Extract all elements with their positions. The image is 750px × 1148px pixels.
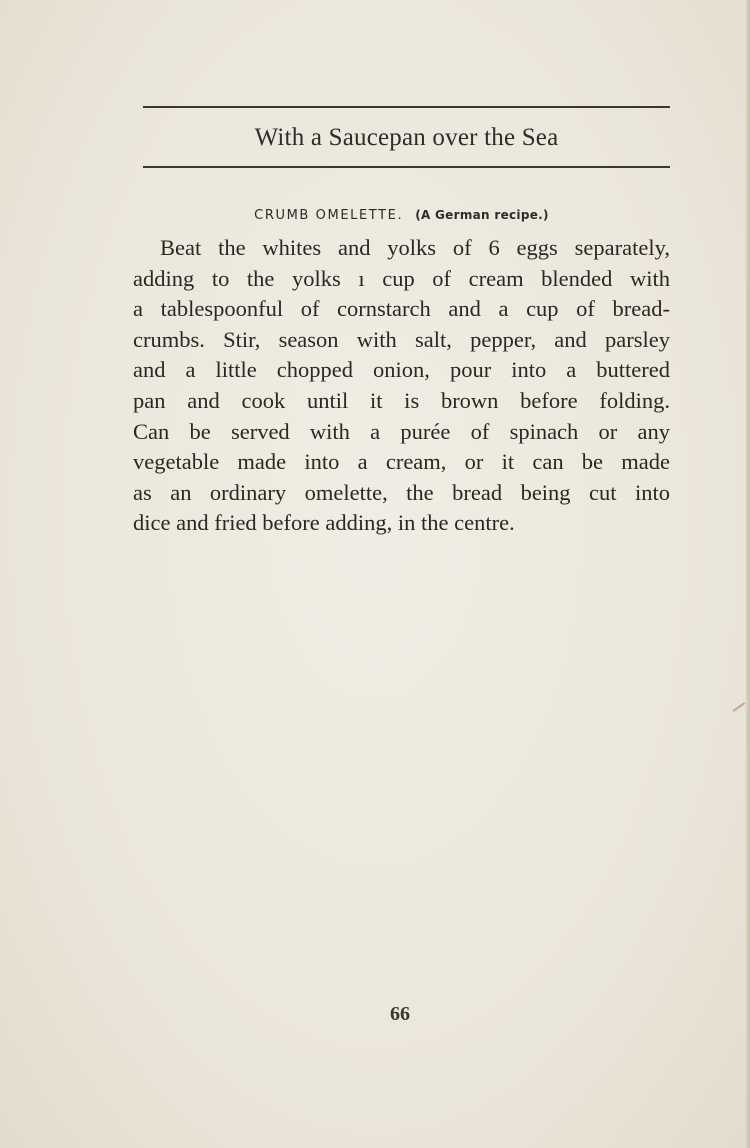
recipe-note: (A German recipe.) (415, 208, 549, 222)
recipe-line: a tablespoonful of cornstarch and a cup of bread- (133, 296, 670, 322)
recipe-line: vegetable made into a cream, or it can be made (133, 449, 670, 475)
recipe-line: Beat the whites and yolks of 6 eggs separately, (160, 235, 670, 260)
recipe-line: dice and fried before adding, in the centre. (133, 510, 515, 536)
recipe-line: Can be served with a purée of spinach or any (133, 418, 670, 444)
page-number: 66 (390, 1003, 410, 1025)
recipe-line: pan and cook until it is brown before folding. (133, 387, 670, 413)
recipe-line: as an ordinary omelette, the bread being cut into (133, 479, 670, 505)
recipe-heading (133, 206, 670, 225)
page-edge (746, 0, 750, 1148)
recipe-body (133, 233, 670, 539)
recipe-title: CRUMB OMELETTE. (254, 208, 404, 223)
page-mark (733, 702, 746, 712)
recipe-line: adding to the yolks ı cup of cream blended with (133, 265, 670, 291)
header-rule-bottom (143, 166, 670, 168)
recipe-line: crumbs. Stir, season with salt, pepper, and parsley (133, 326, 670, 352)
recipe-line: and a little chopped onion, pour into a buttered (133, 357, 670, 383)
header-rule-top (143, 106, 670, 108)
running-head: With a Saucepan over the Sea (254, 124, 559, 151)
